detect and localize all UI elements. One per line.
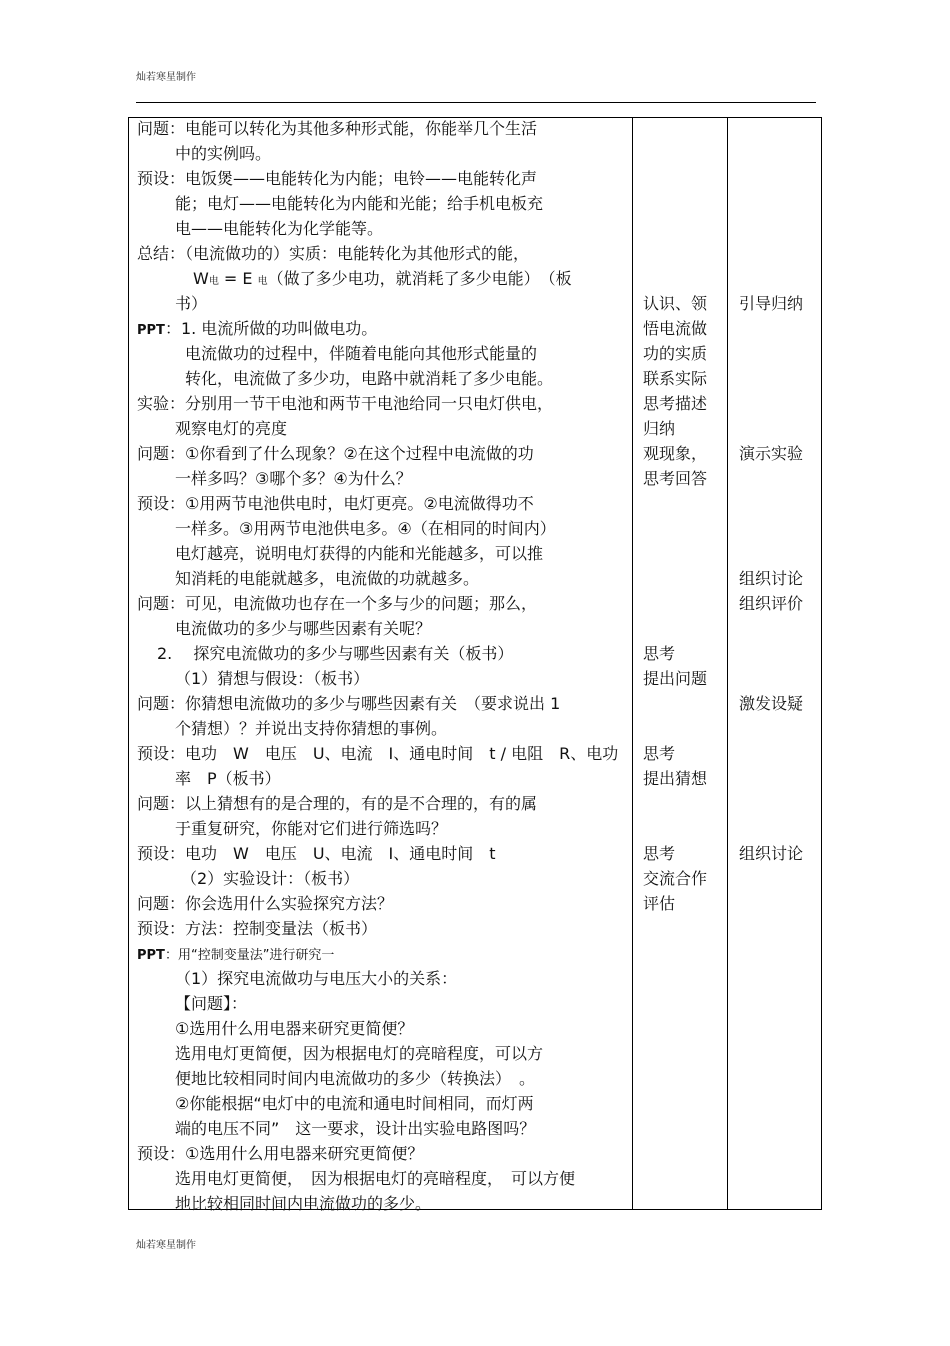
text-line: 问题：你猜想电流做功的多少与哪些因素有关 （要求说出 1	[137, 694, 561, 713]
ppt-text: 1. 电流所做的功叫做电功。	[180, 319, 378, 338]
ppt-colon: ：	[164, 319, 181, 338]
text-line: 问题：①你看到了什么现象？②在这个过程中电流做的功	[137, 444, 534, 463]
teacher-text: 组织讨论	[739, 569, 804, 588]
formula-w-sub: 电	[208, 276, 219, 287]
text-line: 预设：电功 W 电压 U、电流 I、通电时间 t	[137, 844, 496, 863]
text-line: （1）探究电流做功与电压大小的关系：	[175, 969, 458, 988]
text-line: 选用电灯更简便，因为根据电灯的亮暗程度，可以方	[175, 1044, 544, 1063]
text-line: 书）	[175, 294, 208, 313]
text-line: 问题：可见，电流做功也存在一个多与少的问题；那么，	[137, 594, 538, 613]
text-line: 预设：①用两节电池供电时，电灯更亮。②电流做得功不	[137, 494, 534, 513]
formula-e: E	[242, 269, 253, 288]
text-line: 能；电灯——电能转化为内能和光能；给手机电板充	[175, 194, 544, 213]
formula-eq: =	[223, 269, 238, 288]
text-line: 中的实例吗。	[175, 144, 272, 163]
teacher-text: 激发设疑	[739, 694, 804, 713]
column-divider	[632, 118, 633, 1209]
text-line: 问题：以上猜想有的是合理的，有的是不合理的，有的属	[137, 794, 538, 813]
ppt-line	[137, 319, 377, 341]
text-line: 预设：①选用什么用电器来研究更简便？	[137, 1144, 424, 1163]
student-text: 提出问题	[643, 669, 708, 688]
text-line: 一样多。③用两节电池供电多。④（在相同的时间内）	[175, 519, 556, 538]
student-text: 认识、领	[643, 294, 708, 313]
text-line: 预设：方法：控制变量法（板书）	[137, 919, 378, 938]
ppt-text: 用“控制变量法”进行研究一	[177, 948, 335, 963]
text-line: （2）实验设计：（板书）	[181, 869, 360, 888]
ppt-label: PPT	[137, 323, 165, 338]
student-text: 联系实际	[643, 369, 708, 388]
student-text: 悟电流做	[643, 319, 708, 338]
student-text: 思考描述	[643, 394, 708, 413]
teacher-text: 组织评价	[739, 594, 804, 613]
text-line: ②你能根据“电灯中的电流和通电时间相同，而灯两	[175, 1094, 534, 1113]
formula-note: （做了多少电功，就消耗了多少电能） （板	[267, 269, 572, 288]
student-text: 思考	[643, 644, 676, 663]
ppt-line	[137, 944, 334, 966]
student-text: 思考	[643, 744, 676, 763]
student-text: 观现象，	[643, 444, 708, 463]
lesson-table	[128, 117, 822, 1213]
text-line: 一样多吗？③哪个多？④为什么？	[175, 469, 412, 488]
text-line: 转化，电流做了多少功，电路中就消耗了多少电能。	[185, 369, 554, 388]
formula-line	[193, 269, 572, 292]
teacher-text: 组织讨论	[739, 844, 804, 863]
page-header: 灿若寒星制作	[136, 72, 196, 83]
text-line: 预设：电功 W 电压 U、电流 I、通电时间 t / 电阻 R、电功	[137, 744, 619, 763]
text-line: 电流做功的过程中，伴随着电能向其他形式能量的	[185, 344, 538, 363]
text-line: 【问题】：	[175, 994, 248, 1013]
text-line: 2. 探究电流做功的多少与哪些因素有关（板书）	[157, 644, 514, 663]
student-text: 提出猜想	[643, 769, 708, 788]
student-text: 思考	[643, 844, 676, 863]
student-text: 归纳	[643, 419, 676, 438]
text-line: 电——电能转化为化学能等。	[175, 219, 384, 238]
student-text: 功的实质	[643, 344, 708, 363]
text-line: 于重复研究，你能对它们进行筛选吗？	[175, 819, 448, 838]
text-line: 观察电灯的亮度	[175, 419, 288, 438]
text-line: 选用电灯更简便， 因为根据电灯的亮暗程度， 可以方便	[175, 1169, 576, 1188]
text-line: 个猜想）？并说出支持你猜想的事例。	[175, 719, 448, 738]
text-line: 率 P（板书）	[175, 769, 281, 788]
formula-e-sub: 电	[257, 276, 268, 287]
page-footer: 灿若寒星制作	[136, 1240, 196, 1251]
text-line: 电灯越亮，说明电灯获得的内能和光能越多，可以推	[175, 544, 544, 563]
text-line: 电流做功的多少与哪些因素有关呢？	[175, 619, 432, 638]
text-line: 问题：你会选用什么实验探究方法？	[137, 894, 394, 913]
text-line: 端的电压不同” 这一要求，设计出实验电路图吗？	[175, 1119, 536, 1138]
teacher-text: 引导归纳	[739, 294, 804, 313]
text-line: 预设：电饭煲——电能转化为内能；电铃——电能转化声	[137, 169, 538, 188]
ppt-colon: ：	[164, 948, 178, 963]
column-divider	[727, 118, 728, 1209]
text-line: 问题：电能可以转化为其他多种形式能，你能举几个生活	[137, 119, 538, 138]
student-text: 思考回答	[643, 469, 708, 488]
formula-w: W	[193, 269, 209, 288]
teacher-text: 演示实验	[739, 444, 804, 463]
text-line: 总结：（电流做功的）实质：电能转化为其他形式的能，	[137, 244, 530, 263]
text-line: 地比较相同时间内电流做功的多少。	[175, 1194, 432, 1213]
student-text: 交流合作	[643, 869, 708, 888]
text-line: 实验：分别用一节干电池和两节干电池给同一只电灯供电，	[137, 394, 554, 413]
text-line: 知消耗的电能就越多，电流做的功就越多。	[175, 569, 480, 588]
text-line: ①选用什么用电器来研究更简便？	[175, 1019, 414, 1038]
text-line: （1）猜想与假设：（板书）	[175, 669, 370, 688]
student-text: 评估	[643, 894, 676, 913]
ppt-label: PPT	[137, 948, 165, 963]
header-rule	[136, 102, 816, 103]
text-line: 便地比较相同时间内电流做功的多少（转换法） 。	[175, 1069, 536, 1088]
